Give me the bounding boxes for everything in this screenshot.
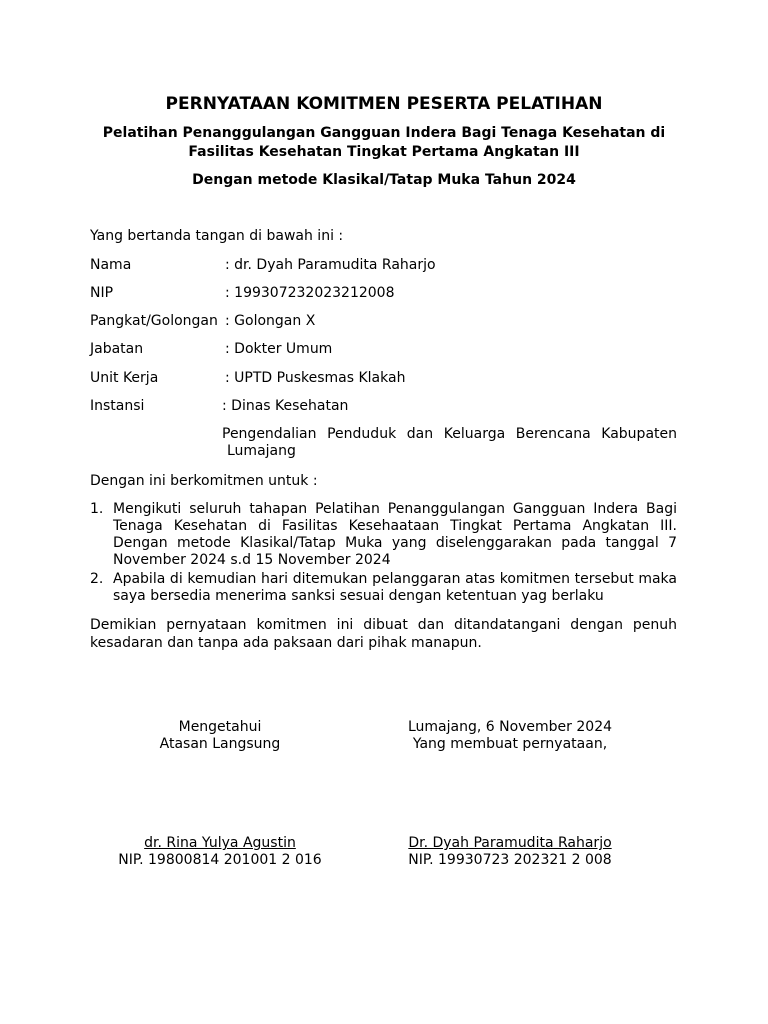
list-item-number: 2.: [90, 571, 104, 587]
document-title: PERNYATAAN KOMITMEN PESERTA PELATIHAN: [165, 94, 603, 114]
unit-kerja-value: : UPTD Puskesmas Klakah: [225, 370, 406, 386]
left-signer-nip: NIP. 19800814 201001 2 016: [118, 852, 322, 868]
left-signer-name: [90, 835, 350, 852]
commit-intro: Dengan ini berkomitmen untuk :: [90, 473, 318, 489]
nip-value: : 199307232023212008: [225, 285, 395, 301]
jabatan-label: Jabatan: [90, 341, 144, 357]
instansi-continuation-line-1: Pengendalian Penduduk dan Keluarga Berencana Kabupaten: [222, 426, 677, 442]
method-line: Dengan metode Klasikal/Tatap Muka Tahun 2024: [192, 172, 576, 188]
left-signature-heading: Mengetahui: [178, 719, 262, 735]
jabatan-value: : Dokter Umum: [225, 341, 333, 357]
subtitle-line-1: Pelatihan Penanggulangan Gangguan Indera Bagi Tenaga Kesehatan di: [102, 125, 666, 141]
list-item-line: saya bersedia menerima sanksi sesuai dengan ketentuan yag berlaku: [113, 588, 604, 604]
left-signature-role: Atasan Langsung: [159, 736, 281, 752]
right-signer-name-text: Dr. Dyah Paramudita Raharjo: [408, 835, 612, 851]
right-signature-place-date: Lumajang, 6 November 2024: [407, 719, 613, 735]
subtitle-line-2: Fasilitas Kesehatan Tingkat Pertama Angkatan III: [188, 144, 580, 160]
list-item-line: Dengan metode Klasikal/Tatap Muka yang diselenggarakan pada tanggal 7: [113, 535, 677, 551]
list-item-line: Tenaga Kesehatan di Fasilitas Kesehaataan Tingkat Pertama Angkatan III.: [113, 518, 677, 534]
pangkat-label: Pangkat/Golongan: [90, 313, 218, 329]
intro-text: Yang bertanda tangan di bawah ini :: [90, 228, 344, 244]
left-signer-name-text: dr. Rina Yulya Agustin: [144, 835, 296, 851]
right-signer-name: [380, 835, 640, 852]
closing-line-2: kesadaran dan tanpa ada paksaan dari pihak manapun.: [90, 635, 482, 651]
closing-line-1: Demikian pernyataan komitmen ini dibuat dan ditandatangani dengan penuh: [90, 617, 677, 633]
nama-label: Nama: [90, 257, 132, 273]
instansi-label: Instansi: [90, 398, 145, 414]
pangkat-value: : Golongan X: [225, 313, 316, 329]
right-signer-nip: NIP. 19930723 202321 2 008: [408, 852, 612, 868]
instansi-continuation-line-2: Lumajang: [227, 443, 296, 459]
list-item-number: 1.: [90, 501, 104, 517]
list-item-line: Apabila di kemudian hari ditemukan pelanggaran atas komitmen tersebut maka: [113, 571, 677, 587]
nip-label: NIP: [90, 285, 114, 301]
unit-kerja-label: Unit Kerja: [90, 370, 159, 386]
list-item-line: Mengikuti seluruh tahapan Pelatihan Penanggulangan Gangguan Indera Bagi: [113, 501, 677, 517]
nama-value: : dr. Dyah Paramudita Raharjo: [225, 257, 436, 273]
list-item-line: November 2024 s.d 15 November 2024: [113, 552, 391, 568]
instansi-value: : Dinas Kesehatan: [222, 398, 349, 414]
right-signature-role: Yang membuat pernyataan,: [412, 736, 608, 752]
